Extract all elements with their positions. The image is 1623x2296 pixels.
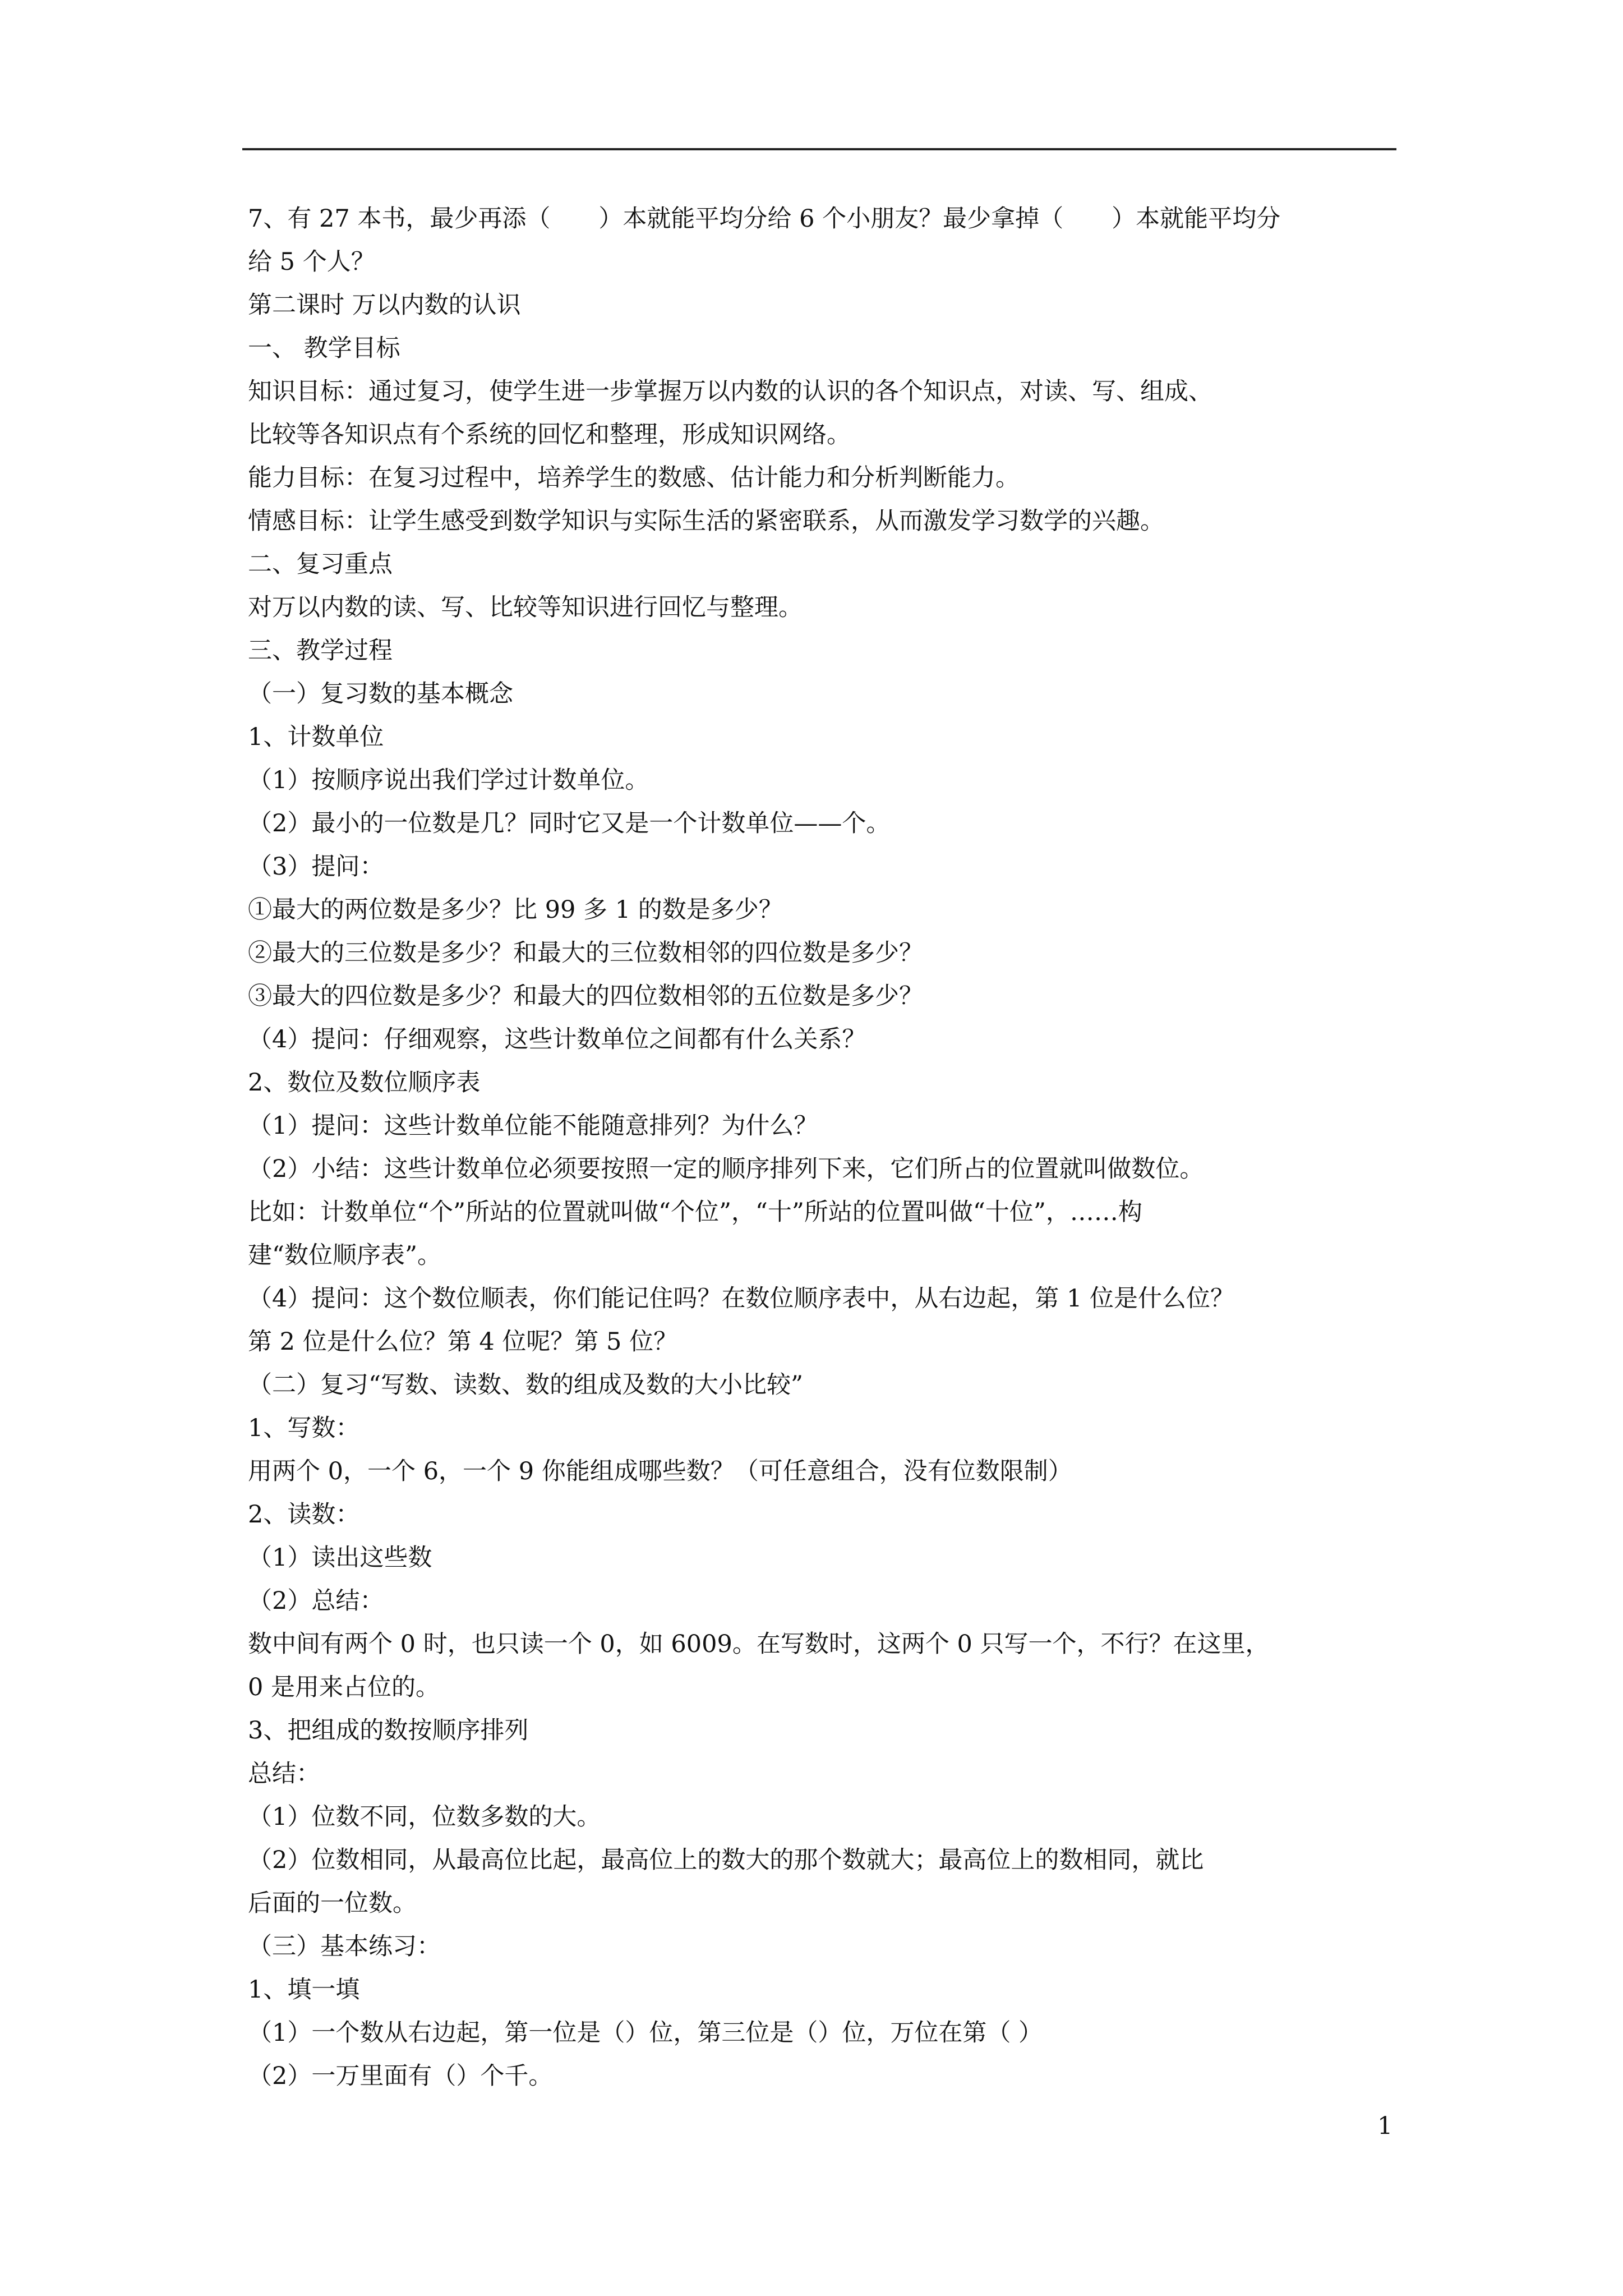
text-line: （4）提问：仔细观察，这些计数单位之间都有什么关系？ [248,1025,866,1053]
text-line: 7、有 27 本书，最少再添（ ）本就能平均分给 6 个小朋友？最少拿掉（ ）本就能平均分 [248,205,1281,233]
text-line: （4）提问：这个数位顺表，你们能记住吗？在数位顺序表中，从右边起，第 1 位是什么位？ [248,1285,1235,1313]
text-line: ①最大的两位数是多少？比 99 多 1 的数是多少？ [248,896,783,924]
text-line: （1）一个数从右边起，第一位是（）位，第三位是（）位，万位在第（ ） [248,2019,1043,2047]
text-line: （2）位数相同，从最高位比起，最高位上的数大的那个数就大；最高位上的数相同，就比 [248,1846,1204,1874]
text-line: （二）复习“写数、读数、数的组成及数的大小比较” [248,1371,803,1399]
text-line: 3、把组成的数按顺序排列 [248,1717,529,1745]
text-line: 能力目标：在复习过程中，培养学生的数感、估计能力和分析判断能力。 [248,464,1020,492]
text-line: 1、计数单位 [248,723,384,751]
text-line: 比较等各知识点有个系统的回忆和整理，形成知识网络。 [248,421,851,449]
text-line: 第 2 位是什么位？第 4 位呢？第 5 位？ [248,1328,678,1356]
header-rule [242,148,1396,150]
text-line: （3）提问： [248,853,384,881]
text-line: 数中间有两个 0 时，也只读一个 0，如 6009。在写数时，这两个 0 只写一个，不行？在这里， [248,1630,1270,1658]
text-line: （2）最小的一位数是几？同时它又是一个计数单位——个。 [248,809,891,838]
text-line: 二、复习重点 [248,550,393,578]
text-line: 2、数位及数位顺序表 [248,1069,481,1097]
text-line: 知识目标：通过复习，使学生进一步掌握万以内数的认识的各个知识点，对读、写、组成、 [248,378,1212,406]
text-line: 第二课时 万以内数的认识 [248,291,521,319]
text-line: （1）读出这些数 [248,1544,432,1572]
text-line: ③最大的四位数是多少？和最大的四位数相邻的五位数是多少？ [248,982,923,1010]
text-line: 后面的一位数。 [248,1889,417,1917]
text-line: （2）总结： [248,1587,384,1615]
text-line: 0 是用来占位的。 [248,1673,440,1701]
text-line: （一）复习数的基本概念 [248,680,513,708]
text-line: 1、写数： [248,1414,360,1442]
text-line: （1）按顺序说出我们学过计数单位。 [248,766,649,794]
page-number: 1 [1377,2112,1393,2140]
text-line: 一、 教学目标 [248,334,400,362]
text-line: 对万以内数的读、写、比较等知识进行回忆与整理。 [248,593,803,622]
text-line: 2、读数： [248,1501,360,1529]
text-line: 总结： [248,1760,320,1788]
text-line: 比如：计数单位“个”所站的位置就叫做“个位”，“十”所站的位置叫做“十位”，……构 [248,1198,1142,1226]
document-body [248,197,1396,2098]
text-line: 1、填一填 [248,1976,360,2004]
text-line: 建“数位顺序表”。 [248,1241,441,1269]
text-line: （1）提问：这些计数单位能不能随意排列？为什么？ [248,1112,818,1140]
text-line: （1）位数不同，位数多数的大。 [248,1803,601,1831]
text-line: （2）一万里面有（）个千。 [248,2062,553,2090]
text-line: ②最大的三位数是多少？和最大的三位数相邻的四位数是多少？ [248,939,923,967]
text-line: 给 5 个人？ [248,248,375,276]
text-line: 用两个 0，一个 6，一个 9 你能组成哪些数？（可任意组合，没有位数限制） [248,1457,1072,1485]
text-line: 情感目标：让学生感受到数学知识与实际生活的紧密联系，从而激发学习数学的兴趣。 [248,507,1164,535]
text-line: 三、教学过程 [248,637,393,665]
text-line: （2）小结：这些计数单位必须要按照一定的顺序排列下来，它们所占的位置就叫做数位。 [248,1155,1204,1183]
text-line: （三）基本练习： [248,1932,441,1961]
